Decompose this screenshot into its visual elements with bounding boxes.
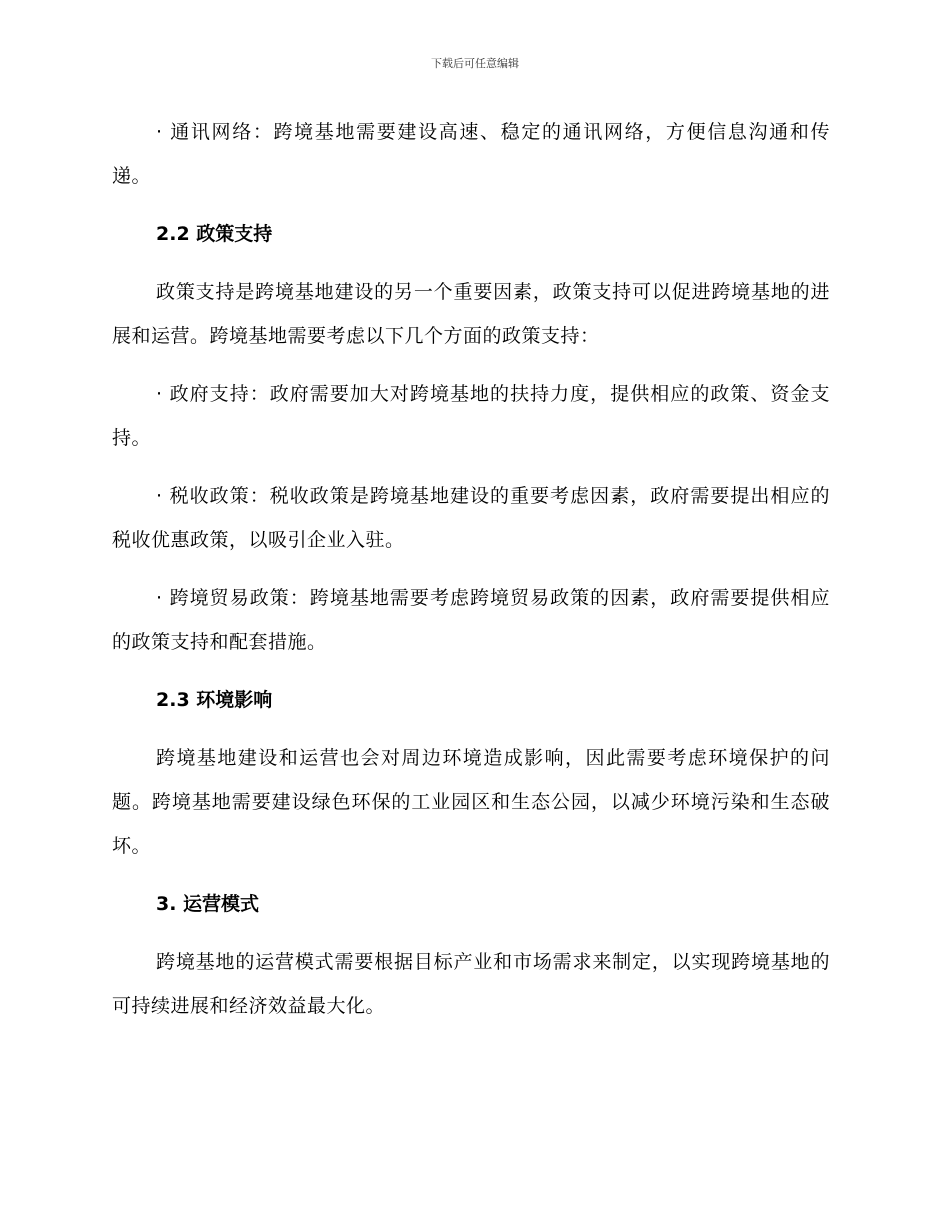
section-heading-operation-model: 3. 运营模式	[156, 893, 260, 915]
paragraph-trade-policy: · 跨境贸易政策：跨境基地需要考虑跨境贸易政策的因素，政府需要提供相应的政策支持和配套措施。	[112, 587, 830, 653]
section-heading-environment: 2.3 环境影响	[156, 689, 273, 711]
paragraph-communication-network: · 通讯网络：跨境基地需要建设高速、稳定的通讯网络，方便信息沟通和传递。	[112, 121, 830, 187]
document-body	[112, 110, 830, 1042]
paragraph-government-support: · 政府支持：政府需要加大对跨境基地的扶持力度，提供相应的政策、资金支持。	[112, 383, 830, 449]
section-heading-policy-support: 2.2 政策支持	[156, 223, 273, 245]
paragraph-operation-model: 跨境基地的运营模式需要根据目标产业和市场需求来制定，以实现跨境基地的可持续进展和经济效益最大化。	[112, 951, 830, 1017]
header-note: 下载后可任意编辑	[431, 57, 519, 70]
paragraph-environment: 跨境基地建设和运营也会对周边环境造成影响，因此需要考虑环境保护的问题。跨境基地需要建设绿色环保的工业园区和生态公园，以减少环境污染和生态破坏。	[112, 747, 830, 857]
paragraph-tax-policy: · 税收政策：税收政策是跨境基地建设的重要考虑因素，政府需要提出相应的税收优惠政策，以吸引企业入驻。	[112, 485, 830, 551]
paragraph-policy-intro: 政策支持是跨境基地建设的另一个重要因素，政策支持可以促进跨境基地的进展和运营。跨境基地需要考虑以下几个方面的政策支持：	[112, 281, 830, 347]
